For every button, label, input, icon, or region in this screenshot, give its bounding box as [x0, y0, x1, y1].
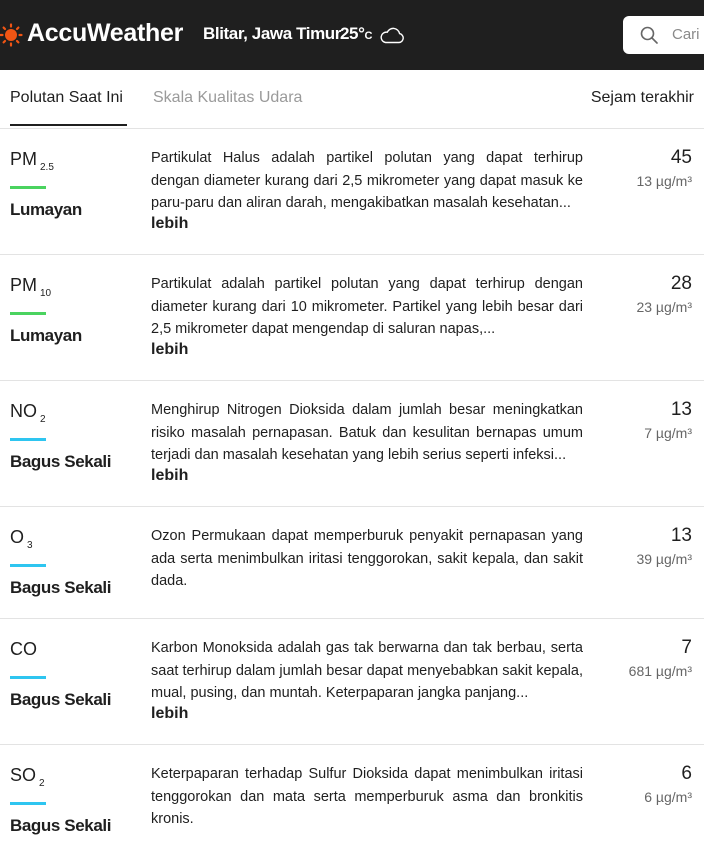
aqi-value: 45 — [670, 147, 692, 168]
pollutant-row[interactable] — [0, 255, 704, 381]
sun-logo-icon[interactable] — [0, 23, 23, 47]
concentration-value: 39 µg/m³ — [636, 551, 692, 567]
category-color-bar — [10, 186, 46, 189]
pollutant-description: Keterpaparan terhadap Sulfur Dioksida dapat menimbulkan iritasi tenggorokan dan mata serta memperburuk asma dan bronkitis kronis. — [151, 766, 583, 827]
pollutant-row[interactable] — [0, 745, 704, 855]
category-label: Lumayan — [10, 200, 82, 219]
pollutant-symbol: SO — [10, 765, 37, 785]
concentration-value: 23 µg/m³ — [636, 299, 692, 315]
search-box[interactable] — [623, 16, 704, 54]
aqi-value: 7 — [681, 637, 692, 658]
pollutant-name — [10, 401, 46, 425]
tab-bar — [0, 70, 704, 129]
pollutant-description: Ozon Permukaan dapat memperburuk penyakit pernapasan yang ada serta menimbulkan iritasi tenggorokan, sakit kepala, dan sakit dada. — [151, 528, 583, 589]
read-more-link[interactable]: lebih — [151, 467, 189, 484]
concentration-value: 6 µg/m³ — [644, 789, 692, 805]
concentration-value: 681 µg/m³ — [628, 663, 692, 679]
category-color-bar — [10, 676, 46, 679]
pollutant-row[interactable] — [0, 507, 704, 619]
pollutant-name — [10, 149, 54, 173]
concentration-value: 7 µg/m³ — [644, 425, 692, 441]
pollutant-symbol: CO — [10, 639, 37, 659]
pollutant-subscript: 10 — [40, 288, 52, 299]
aqi-value: 13 — [670, 525, 692, 546]
temperature-value: 25° — [340, 24, 365, 43]
pollutant-name — [10, 275, 52, 299]
category-color-bar — [10, 564, 46, 567]
current-temperature[interactable] — [340, 24, 372, 44]
category-label: Bagus Sekali — [10, 816, 112, 835]
pollutant-name — [10, 639, 37, 660]
cloud-icon — [379, 27, 405, 44]
category-color-bar — [10, 312, 46, 315]
aqi-value: 6 — [681, 763, 692, 784]
pollutant-row[interactable] — [0, 129, 704, 255]
aqi-value: 28 — [670, 273, 692, 294]
aqi-value: 13 — [670, 399, 692, 420]
period-label: Sejam terakhir — [590, 89, 694, 106]
tab-current-pollutants[interactable]: Polutan Saat Ini — [10, 89, 123, 106]
pollutant-description: Partikulat Halus adalah partikel polutan yang dapat terhirup dengan diameter kurang dari 2,5 mikrometer yang dapat masuk ke paru-paru dan aliran darah, mengakibatkan masalah kesehatan... — [151, 150, 583, 211]
pollutant-description: Karbon Monoksida adalah gas tak berwarna dan tak berbau, serta saat terhirup dalam jumlah besar dapat menyebabkan sakit kepala, mual, pusing, dan muntah. Keterpaparan jangka panjang... — [151, 640, 583, 701]
pollutant-subscript: 2 — [40, 414, 46, 425]
pollutant-subscript: 3 — [27, 540, 33, 551]
top-bar — [0, 0, 704, 70]
brand-logo[interactable]: AccuWeather — [27, 19, 184, 47]
pollutant-row[interactable] — [0, 381, 704, 507]
search-input[interactable]: Cari — [672, 26, 700, 43]
search-icon[interactable] — [640, 26, 658, 44]
pollutant-name — [10, 765, 45, 789]
pollutant-subscript: 2 — [39, 778, 45, 789]
category-label: Bagus Sekali — [10, 452, 112, 471]
category-label: Bagus Sekali — [10, 578, 112, 597]
active-tab-indicator — [10, 124, 127, 126]
location-name[interactable]: Blitar, Jawa Timur — [203, 24, 341, 43]
pollutant-symbol: O — [10, 527, 25, 547]
read-more-link[interactable]: lebih — [151, 705, 189, 722]
pollutant-symbol: PM — [10, 149, 37, 169]
category-label: Lumayan — [10, 326, 82, 345]
pollutant-symbol: PM — [10, 275, 37, 295]
pollutant-row[interactable] — [0, 619, 704, 745]
category-color-bar — [10, 438, 46, 441]
tab-air-quality-scale[interactable]: Skala Kualitas Udara — [153, 89, 303, 106]
pollutant-subscript: 2.5 — [40, 162, 54, 173]
pollutant-symbol: NO — [10, 401, 37, 421]
concentration-value: 13 µg/m³ — [636, 173, 692, 189]
read-more-link[interactable]: lebih — [151, 215, 189, 232]
pollutant-description: Partikulat adalah partikel polutan yang dapat terhirup dengan diameter kurang dari 10 mikrometer. Partikel yang lebih besar dari 2,5 mikrometer dapat mengendap di saluran napas,... — [151, 276, 583, 337]
category-label: Bagus Sekali — [10, 690, 112, 709]
read-more-link[interactable]: lebih — [151, 341, 189, 358]
temperature-unit: C — [364, 30, 373, 42]
pollutant-name — [10, 527, 33, 551]
category-color-bar — [10, 802, 46, 805]
pollutant-description: Menghirup Nitrogen Dioksida dalam jumlah besar meningkatkan risiko masalah pernapasan. Batuk dan kesulitan bernapas umum terjadi dan masalah kesehatan yang lebih serius seperti infeksi... — [151, 402, 583, 463]
